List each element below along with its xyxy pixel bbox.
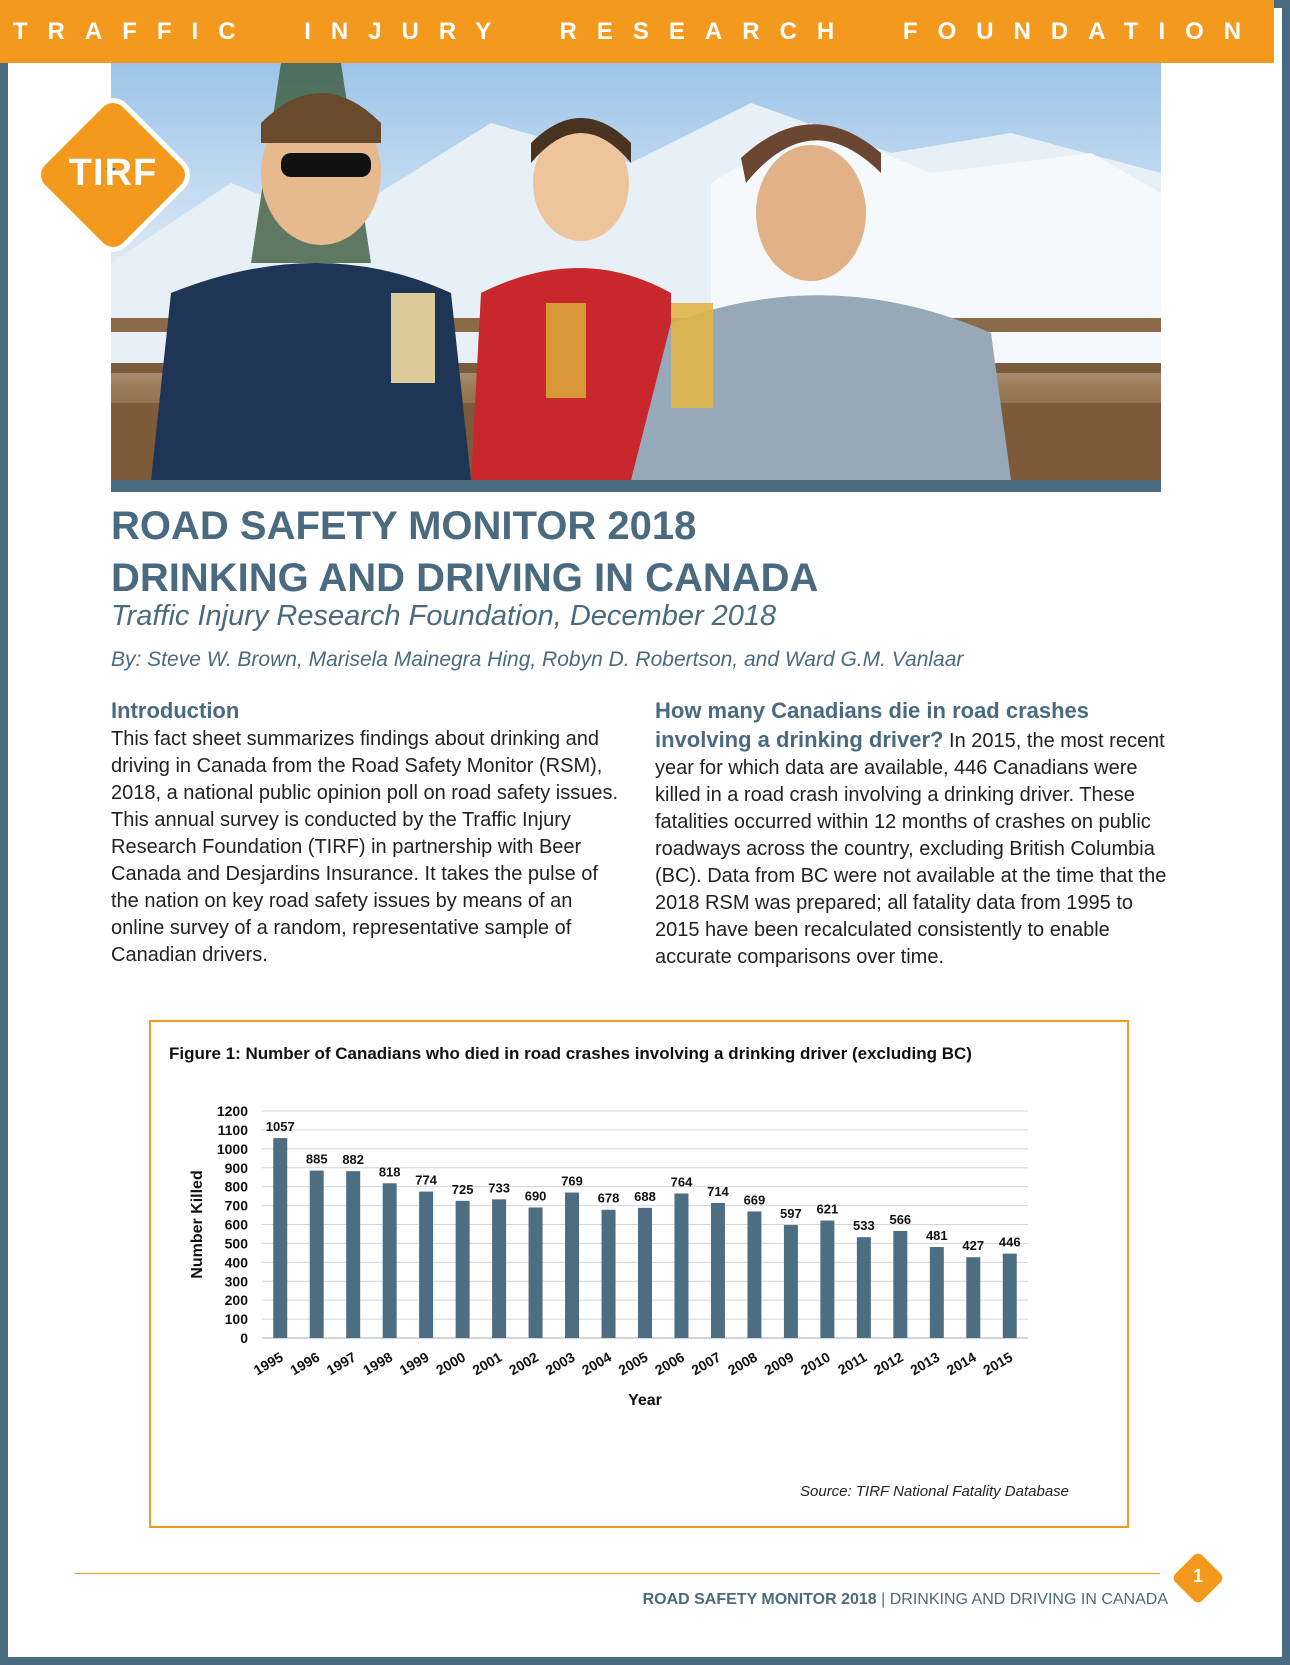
x-tick-label: 2000: [433, 1348, 469, 1379]
y-tick-label: 1100: [217, 1121, 248, 1138]
intro-body: This fact sheet summarizes findings about drinking and driving in Canada from the Road Safety Monitor (RSM), 2018, a national public opinion poll on road safety issues. This annual survey is conducted by the Traffic Injury Research Foundation (TIRF) in partnership with Beer Canada and Desjardins Insurance. It takes the pulse of the nation on key road safety issues by means of an online survey of a random, representative sample of Canadian drivers.: [111, 728, 619, 966]
bar: [966, 1257, 980, 1338]
bar: [602, 1210, 616, 1338]
data-label: 481: [925, 1228, 948, 1244]
x-tick-label: 2005: [615, 1348, 651, 1379]
y-tick-label: 200: [224, 1292, 248, 1309]
page-number: 1: [1192, 1566, 1203, 1586]
data-label: 774: [415, 1172, 437, 1188]
intro-section: [111, 697, 631, 969]
bar: [346, 1171, 360, 1338]
figure-source: Source: TIRF National Fatality Database: [800, 1483, 1070, 1500]
data-label: 597: [780, 1206, 802, 1222]
x-tick-label: 2011: [835, 1348, 870, 1378]
x-tick-label: 2010: [797, 1348, 833, 1379]
y-tick-label: 300: [224, 1273, 248, 1290]
bar: [638, 1208, 652, 1338]
y-tick-label: 500: [224, 1235, 248, 1252]
x-tick-label: 1996: [287, 1348, 323, 1379]
x-tick-label: 2003: [542, 1348, 578, 1379]
x-tick-label: 2002: [506, 1348, 542, 1379]
footer-left: ROAD SAFETY MONITOR 2018: [642, 1591, 877, 1608]
hero-divider: [111, 480, 1161, 492]
bar: [419, 1192, 433, 1338]
data-label: 769: [561, 1173, 583, 1189]
y-tick-label: 1200: [216, 1103, 248, 1119]
bar: [784, 1225, 798, 1338]
data-label: 688: [634, 1188, 656, 1204]
data-label: 533: [853, 1218, 875, 1234]
top-banner: TRAFFIC INJURY RESEARCH FOUNDATION: [0, 0, 1274, 63]
hero-photo: [111, 63, 1161, 480]
y-tick-label: 1000: [216, 1140, 248, 1157]
footer-separator: |: [876, 1591, 890, 1608]
data-label: 764: [670, 1174, 693, 1190]
footer-right: DRINKING AND DRIVING IN CANADA: [889, 1591, 1168, 1608]
bar: [674, 1193, 688, 1338]
x-axis-title: Year: [628, 1392, 662, 1409]
y-tick-label: 600: [224, 1216, 248, 1233]
title-line-1: ROAD SAFETY MONITOR 2018: [111, 504, 697, 548]
footer-text: [643, 1591, 1168, 1609]
bar: [930, 1247, 944, 1338]
bar: [310, 1171, 324, 1338]
bar: [1003, 1254, 1017, 1338]
x-tick-label: 2008: [724, 1348, 760, 1379]
deaths-section: [655, 697, 1175, 971]
data-label: 427: [962, 1238, 985, 1254]
y-tick-label: 100: [224, 1311, 248, 1328]
data-label: 1057: [265, 1119, 295, 1135]
x-tick-label: 2015: [980, 1348, 1016, 1379]
data-label: 566: [889, 1211, 912, 1227]
intro-heading: Introduction: [111, 698, 240, 723]
bar: [893, 1231, 907, 1338]
y-axis-title: Number Killed: [189, 1170, 206, 1279]
x-tick-label: 2006: [651, 1348, 687, 1379]
data-label: 725: [451, 1181, 474, 1197]
y-tick-label: 400: [224, 1254, 248, 1271]
x-tick-label: 2014: [943, 1348, 979, 1379]
footer-divider: [75, 1573, 1160, 1574]
title-line-2: DRINKING AND DRIVING IN CANADA: [111, 556, 819, 600]
subtitle: Traffic Injury Research Foundation, December 2018: [111, 600, 777, 632]
x-tick-label: 1997: [323, 1348, 359, 1379]
y-tick-label: 800: [224, 1178, 248, 1195]
data-label: 818: [378, 1164, 401, 1180]
bar: [857, 1237, 871, 1338]
authors: By: Steve W. Brown, Marisela Mainegra Hing, Robyn D. Robertson, and Ward G.M. Vanlaar: [111, 648, 964, 671]
x-tick-label: 1998: [360, 1348, 396, 1379]
x-tick-label: 2012: [870, 1348, 906, 1379]
data-label: 733: [488, 1180, 510, 1196]
bar: [711, 1203, 725, 1338]
bar: [747, 1211, 761, 1338]
bar: [492, 1199, 506, 1338]
bar: [820, 1221, 834, 1338]
y-tick-label: 0: [240, 1330, 248, 1346]
y-tick-label: 700: [224, 1197, 248, 1214]
deaths-heading: How many Canadians die in road crashes involving a drinking driver?: [655, 698, 1090, 752]
data-label: 882: [342, 1152, 365, 1168]
y-tick-label: 900: [224, 1159, 248, 1176]
x-tick-label: 1999: [396, 1348, 432, 1379]
data-label: 690: [524, 1188, 547, 1204]
data-label: 669: [743, 1192, 766, 1208]
bar: [383, 1183, 397, 1338]
bar: [273, 1138, 287, 1338]
bar-chart: [150, 1080, 1120, 1500]
x-tick-label: 2009: [761, 1348, 797, 1379]
figure-title: Figure 1: Number of Canadians who died in road crashes involving a drinking driver (excluding BC): [169, 1044, 972, 1063]
x-tick-label: 2013: [907, 1348, 943, 1379]
bar: [565, 1193, 579, 1338]
x-tick-label: 2001: [469, 1348, 505, 1379]
page-title: [111, 500, 1111, 604]
x-tick-label: 1995: [250, 1348, 286, 1379]
bar: [456, 1201, 470, 1338]
data-label: 678: [597, 1190, 620, 1206]
deaths-body: In 2015, the most recent year for which data are available, 446 Canadians were killed in a road crash involving a drinking driver. These fatalities occurred within 12 months of crashes on public roadways across the country, excluding British Columbia (BC). Data from BC were not available at the time that the 2018 RSM was prepared; all fatality data from 1995 to 2015 have been recalculated consistently to enable accurate comparisons over time.: [655, 730, 1167, 968]
data-label: 446: [998, 1234, 1021, 1250]
x-tick-label: 2004: [579, 1348, 615, 1379]
logo-text: TIRF: [68, 152, 158, 194]
data-label: 714: [707, 1183, 729, 1199]
data-label: 621: [816, 1201, 839, 1217]
x-tick-label: 2007: [688, 1348, 724, 1379]
data-label: 885: [305, 1151, 328, 1167]
bar: [529, 1207, 543, 1338]
